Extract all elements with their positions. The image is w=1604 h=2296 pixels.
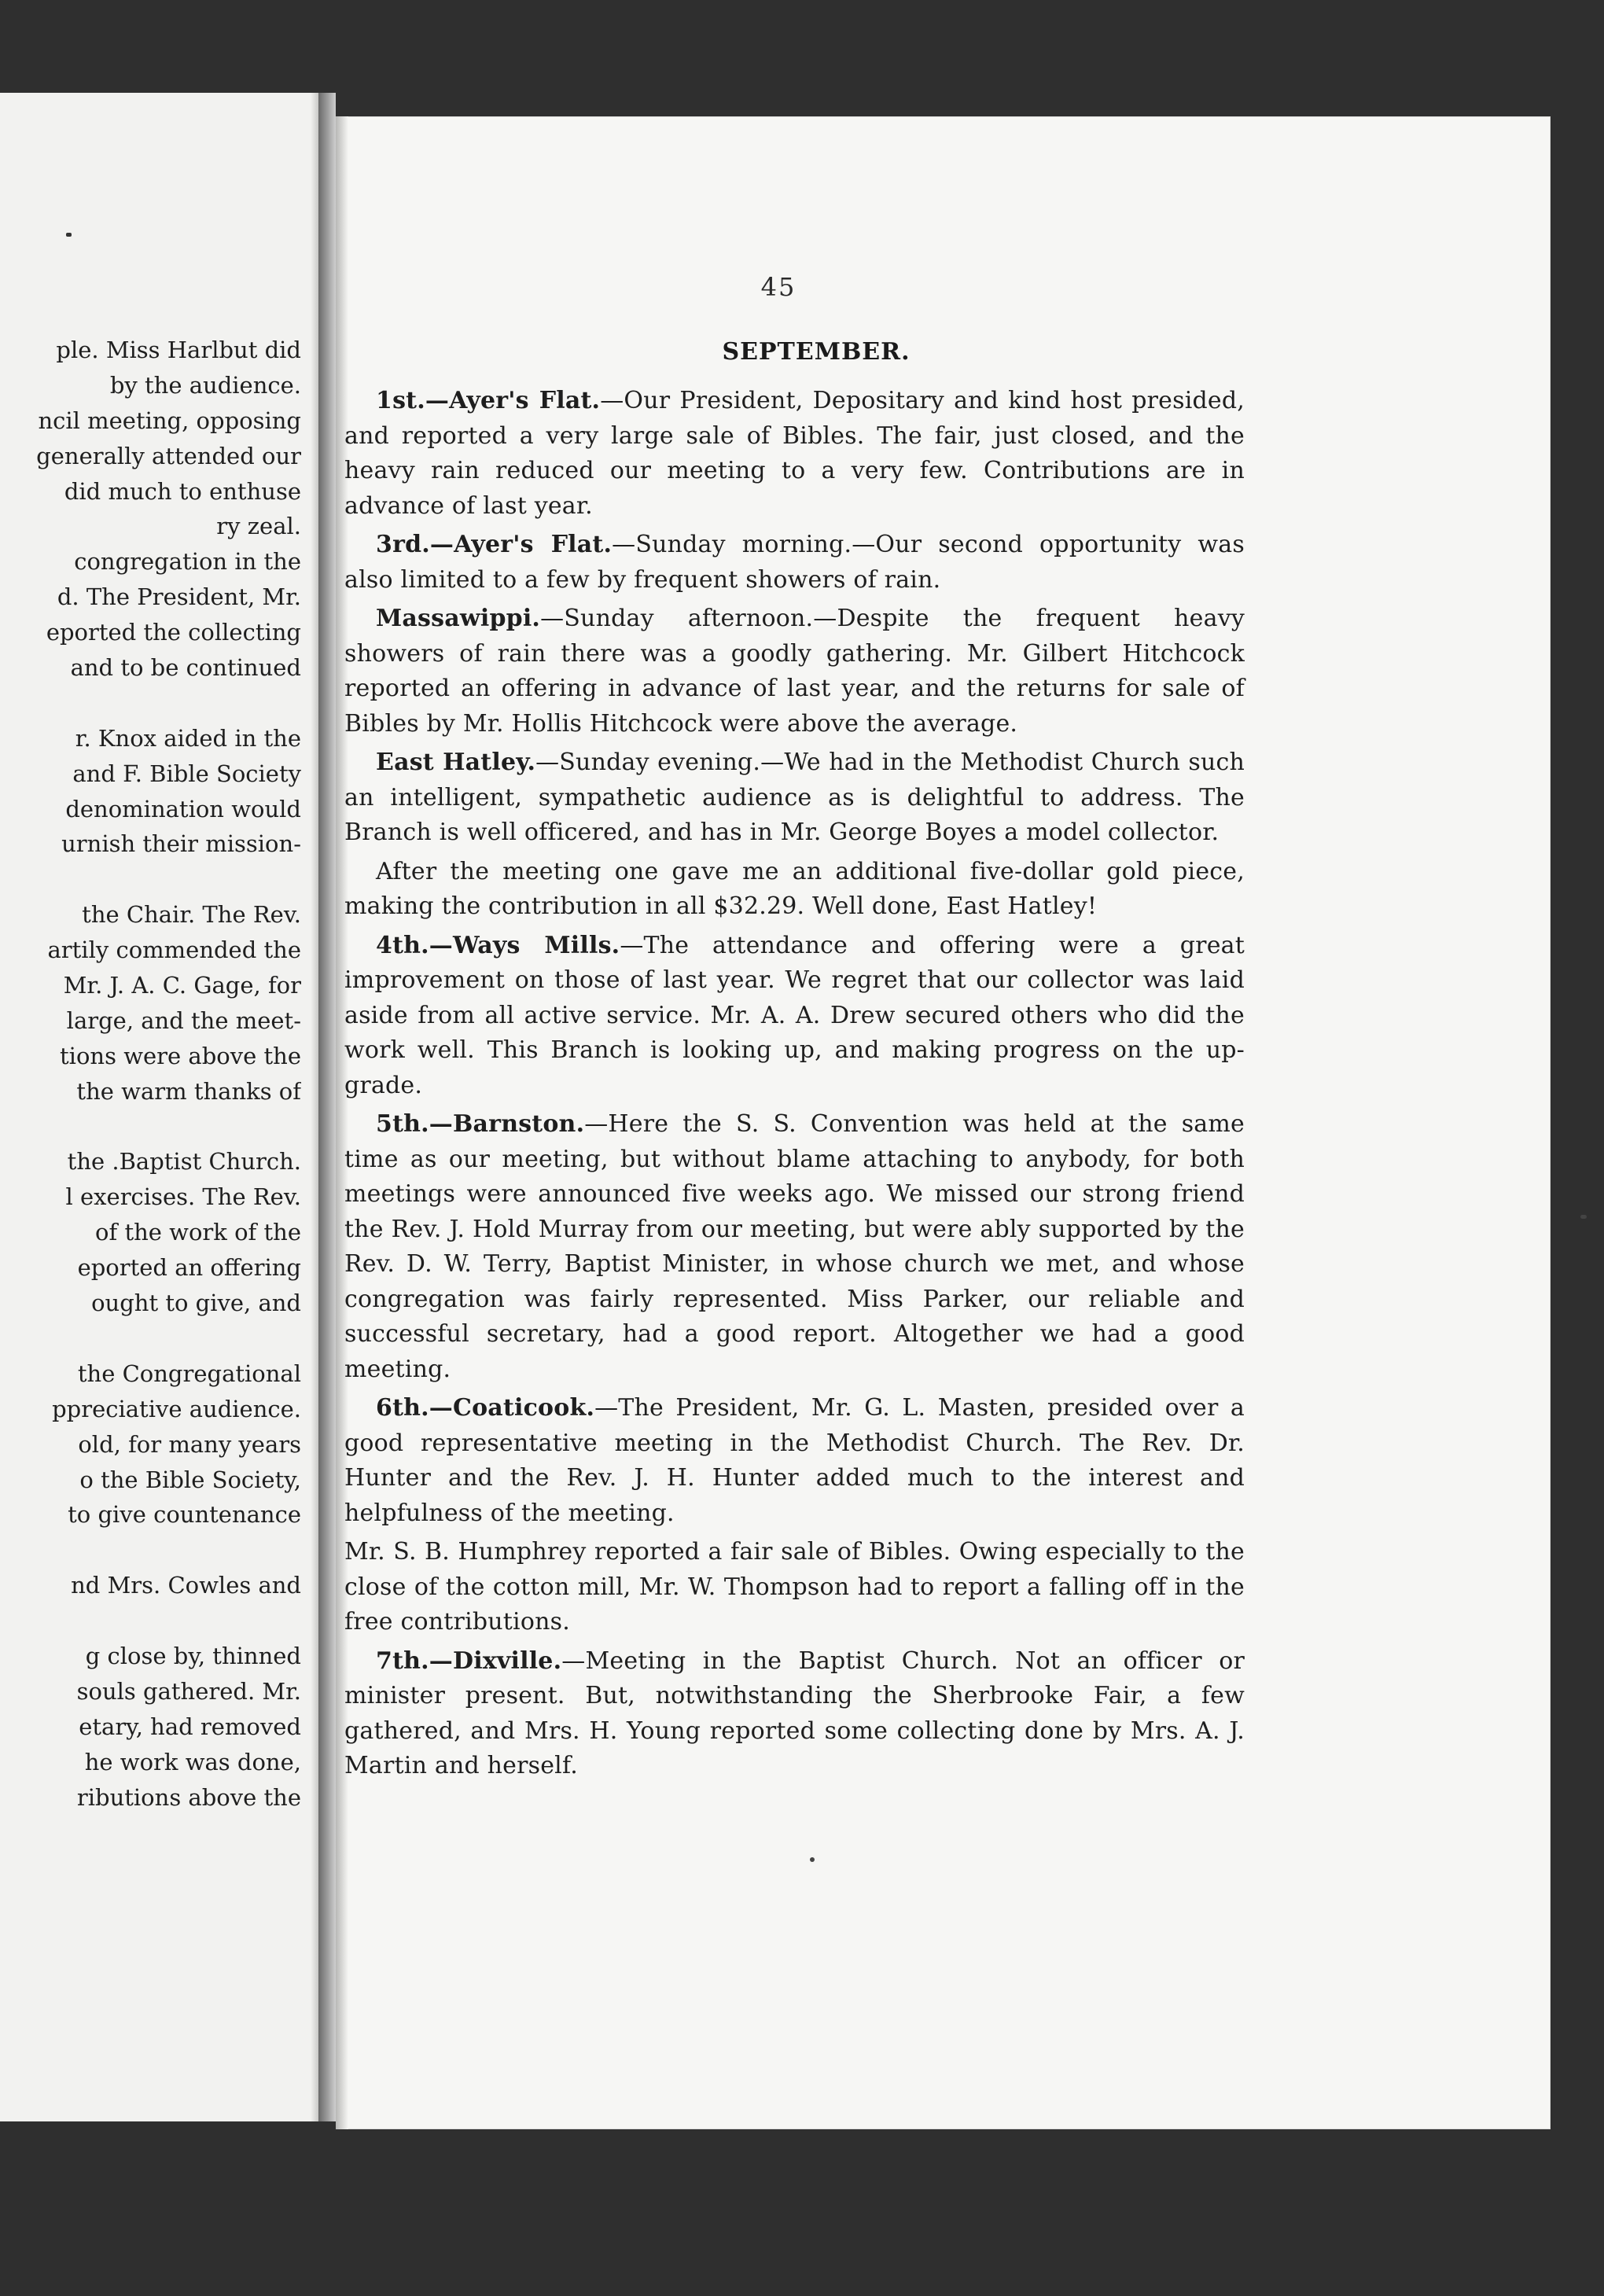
previous-page-line: d. The President, Mr. [57,583,301,611]
entry-text: —The President, Mr. G. L. Masten, presided over a good representative meeting in the Methodist Church. The Rev. Dr. Hunter and the Rev. J. H. Hunter added much to the interest and helpfulness of the meeting. [344,1394,1245,1527]
previous-page-line: old, for many years [78,1430,301,1458]
previous-page-line [0,1321,301,1356]
entry-heading: Massawippi. [376,605,541,632]
previous-page-line: r. Knox aided in the [75,724,301,752]
previous-page-line: the .Baptist Church. [67,1148,301,1176]
entry-text: —Sunday afternoon.—Despite the frequent heavy showers of rain there was a goodly gathering. Mr. Gilbert Hitchcock reported an offering in advance of last year, and the returns for sale of Bibles by Mr. Hollis Hitchcock were above the average. [344,605,1245,738]
entry-text: —Here the S. S. Convention was held at the same time as our meeting, but without blame attaching to anybody, for both meetings were announced five weeks ago. We missed our strong friend the Rev. J. Hold Murray from our meeting, but were ably supported by the Rev. D. W. Terry, Baptist Minister, in whose church we met, and whose congregation was fairly represented. Miss Parker, our reliable and successful secretary, had a good report. Altogether we had a good meeting. [344,1110,1245,1383]
previous-page-text [0,333,301,1815]
previous-page-line: denomination would [65,795,301,822]
entry-text: —Sunday evening.—We had in the Methodist Church such an intelligent, sympathetic audience as is delightful to address. The Branch is well officered, and has in Mr. George Boyes a model collector. [344,749,1245,846]
previous-page-line: by the audience. [109,371,301,399]
entry-heading: 7th.—Dixville. [376,1647,562,1675]
previous-page-line: Mr. J. A. C. Gage, for [63,972,301,999]
previous-page-line: artily commended the [47,936,301,964]
previous-page-line: eported the collecting [46,619,301,646]
diary-entry [344,1535,1245,1640]
previous-page-line: ought to give, and [91,1290,301,1317]
previous-page-line: of the work of the [95,1219,301,1246]
entry-text: —The attendance and offering were a great improvement on those of last year. We regret that our collector was laid aside from all active service. Mr. A. A. Drew secured others who did the work well. This Branch is looking up, and making progress on the up-grade. [344,931,1245,1099]
previous-page-line: ry zeal. [216,513,301,540]
diary-entry [344,1644,1245,1784]
previous-page-line: the Chair. The Rev. [82,901,301,929]
previous-page-line: large, and the meet- [66,1006,301,1034]
previous-page-line: souls gathered. Mr. [76,1677,301,1705]
entry-heading: East Hatley. [376,749,536,776]
previous-page-line: congregation in the [74,548,301,576]
binding-gutter [318,93,336,2121]
entry-heading: 3rd.—Ayer's Flat. [376,531,613,558]
entry-text: —Sunday morning.—Our second opportunity was also limited to a few by frequent showers of rain. [344,531,1245,594]
previous-page-line: and F. Bible Society [72,760,301,787]
diary-entry [344,929,1245,1104]
diary-entry [344,384,1245,524]
previous-page-line: generally attended our [36,442,301,469]
previous-page-line: the warm thanks of [76,1077,301,1105]
entry-heading: 5th.—Barnston. [376,1110,585,1138]
diary-entries [344,384,1245,1788]
previous-page [0,93,318,2121]
previous-page-line: ributions above the [76,1783,301,1811]
previous-page-line: ncil meeting, opposing [38,407,301,434]
entry-text: Mr. S. B. Humphrey reported a fair sale of Bibles. Owing especially to the close of the cotton mill, Mr. W. Thompson had to report a falling off in the free contributions. [344,1538,1245,1636]
ink-speck [810,1857,815,1862]
diary-entry [344,855,1245,925]
diary-entry [344,1391,1245,1531]
entry-heading: 6th.—Coaticook. [376,1394,595,1422]
previous-page-line: to give countenance [68,1501,301,1529]
ink-speck [1580,1215,1587,1219]
diary-entry [344,745,1245,851]
previous-page-line: the Congregational [77,1360,301,1387]
diary-entry [344,1107,1245,1387]
previous-page-line: etary, had removed [79,1713,301,1740]
previous-page-line [0,686,301,721]
diary-entry [344,528,1245,598]
previous-page-line [0,862,301,897]
previous-page-line: o the Bible Society, [79,1466,301,1493]
previous-page-line: l exercises. The Rev. [65,1183,301,1211]
entry-text: After the meeting one gave me an additional five-dollar gold piece, making the contribution in all $32.29. Well done, East Hatley! [344,857,1245,920]
previous-page-line: urnish their mission- [61,830,301,858]
previous-page-line: ple. Miss Harlbut did [56,337,301,363]
previous-page-line [0,1533,301,1568]
previous-page-line [0,1109,301,1145]
previous-page-line [0,1603,301,1639]
entry-text: —Our President, Depositary and kind host presided, and reported a very large sale of Bibles. The fair, just closed, and the heavy rain reduced our meeting to a very few. Contributions are in advance of last year. [344,387,1245,520]
previous-page-line: nd Mrs. Cowles and [71,1572,301,1599]
entry-heading: 4th.—Ways Mills. [376,931,620,959]
previous-page-line: did much to enthuse [64,477,301,505]
ink-speck [66,233,72,237]
entry-heading: 1st.—Ayer's Flat. [376,387,601,414]
page-number: 45 [760,272,796,302]
diary-entry [344,602,1245,741]
section-title: SEPTEMBER. [722,338,911,366]
page-edge-shadow [311,93,318,2121]
previous-page-line: eported an offering [77,1254,301,1282]
previous-page-line: tions were above the [60,1042,301,1069]
previous-page-line: he work was done, [84,1748,301,1775]
previous-page-line: and to be continued [70,654,301,682]
entry-text: —Meeting in the Baptist Church. Not an officer or minister present. But, notwithstanding the Sherbrooke Fair, a few gathered, and Mrs. H. Young reported some collecting done by Mrs. A. J. Martin and herself. [344,1647,1245,1779]
previous-page-line: g close by, thinned [85,1642,301,1669]
previous-page-line: ppreciative audience. [52,1395,301,1422]
